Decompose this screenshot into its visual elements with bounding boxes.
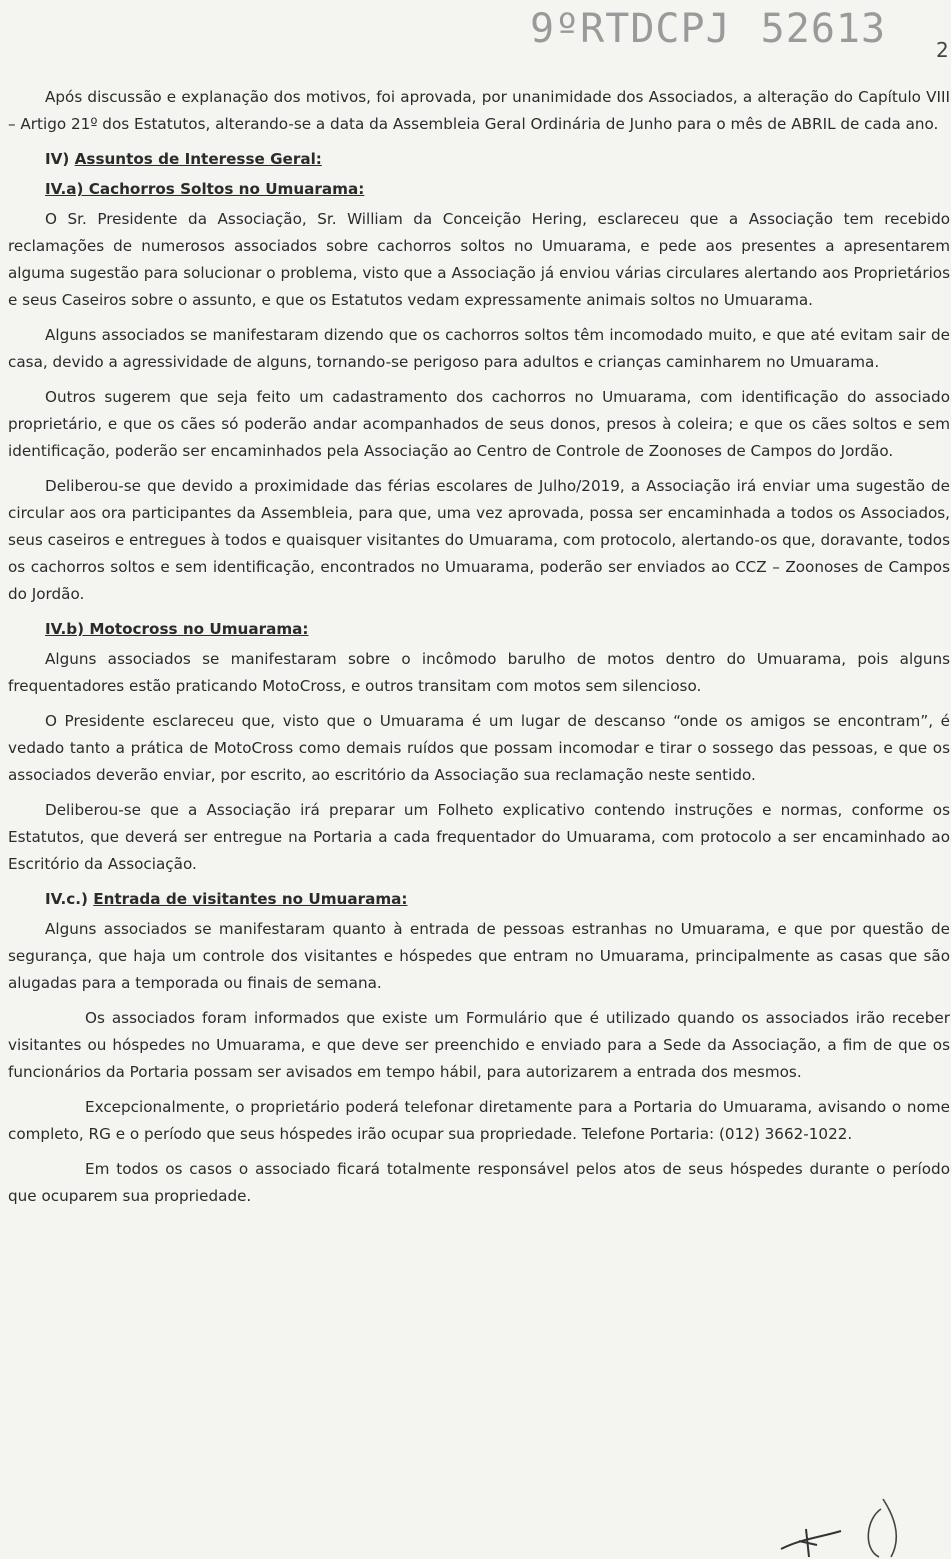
section-number-ivc: IV.c.) (45, 890, 88, 908)
section-heading-iv (45, 146, 950, 172)
section-title-ivc: Entrada de visitantes no Umuarama: (93, 890, 408, 908)
paragraph-responsibility: Em todos os casos o associado ficará totalmente responsável pelos atos de seus hóspedes durante o período que ocuparem sua propriedade. (8, 1160, 950, 1205)
paragraph-deliberation-dogs: Deliberou-se que devido a proximidade das férias escolares de Julho/2019, a Associação irá enviar uma sugestão de circular aos ora participantes da Assembleia, para que, uma vez aprovada, possa ser encaminhada a todos os Associados, seus caseiros e entregues à todos e quaisquer visitantes do Umuarama, com protocolo, alertando-os que, doravante, todos os cachorros soltos e sem identificação, encontrados no Umuarama, poderão ser enviados ao CCZ – Zoonoses de Campos do Jordão. (8, 477, 950, 603)
section-heading-ivc (45, 886, 950, 912)
registry-stamp (530, 6, 886, 52)
paragraph-registration: Outros sugerem que seja feito um cadastramento dos cachorros no Umuarama, com identificação do associado proprietário, e que os cães só poderão andar acompanhados de seus donos, presos à coleira; e que os cães soltos e sem identificação, poderão ser encaminhados pela Associação ao Centro de Controle de Zoonoses de Campos do Jordão. (8, 388, 950, 460)
handwritten-signature-icon (771, 1479, 931, 1559)
paragraph-visitor-form: Os associados foram informados que existe um Formulário que é utilizado quando os associados irão receber visitantes ou hóspedes no Umuarama, e que deve ser preenchido e enviado para a Sede da Associação, a fim de que os funcionários da Portaria possam ser avisados em tempo hábil, para autorizarem a entrada dos mesmos. (8, 1009, 950, 1081)
section-number-iv: IV) (45, 150, 70, 168)
paragraph-visitors-security: Alguns associados se manifestaram quanto à entrada de pessoas estranhas no Umuarama, e que por questão de segurança, que haja um controle dos visitantes e hóspedes que entram no Umuarama, principalmente as casas que são alugadas para a temporada ou finais de semana. (8, 920, 950, 992)
section-heading-ivb (45, 616, 950, 642)
section-heading-iva (45, 176, 950, 202)
section-title-ivb: IV.b) Motocross no Umuarama: (45, 620, 309, 638)
paragraph-deliberation-leaflet: Deliberou-se que a Associação irá preparar um Folheto explicativo contendo instruções e normas, conforme os Estatutos, que deverá ser entregue na Portaria a cada frequentador do Umuarama, com protocolo a ser encaminhado ao Escritório da Associação. (8, 801, 950, 873)
paragraph-president-dogs: O Sr. Presidente da Associação, Sr. William da Conceição Hering, esclareceu que a Associação tem recebido reclamações de numerosos associados sobre cachorros soltos no Umuarama, e pede aos presentes a apresentarem alguma sugestão para solucionar o problema, visto que a Associação já enviou várias circulares alertando aos Proprietários e seus Caseiros sobre o assunto, e que os Estatutos vedam expressamente animais soltos no Umuarama. (8, 210, 950, 309)
stamp-registry: 9ºRTDCPJ (530, 6, 731, 52)
document-body (8, 84, 950, 1218)
page-number: 2 (936, 38, 949, 62)
paragraph-approval: Após discussão e explanação dos motivos, foi aprovada, por unanimidade dos Associados, a alteração do Capítulo VIII – Artigo 21º dos Estatutos, alterando-se a data da Assembleia Geral Ordinária de Junho para o mês de ABRIL de cada ano. (8, 88, 950, 133)
section-title-iva: IV.a) Cachorros Soltos no Umuarama: (45, 180, 365, 198)
stamp-number: 52613 (760, 6, 887, 52)
section-title-iv: Assuntos de Interesse Geral: (74, 150, 322, 168)
paragraph-president-motocross: O Presidente esclareceu que, visto que o Umuarama é um lugar de descanso “onde os amigos se encontram”, é vedado tanto a prática de MotoCross como demais ruídos que possam incomodar e tirar o sossego das pessoas, e que os associados deverão enviar, por escrito, ao escritório da Associação sua reclamação neste sentido. (8, 712, 950, 784)
paragraph-motocross-noise: Alguns associados se manifestaram sobre o incômodo barulho de motos dentro do Umuarama, pois alguns frequentadores estão praticando MotoCross, e outros transitam com motos sem silencioso. (8, 650, 950, 695)
paragraph-members-dogs: Alguns associados se manifestaram dizendo que os cachorros soltos têm incomodado muito, e que até evitam sair de casa, devido a agressividade de alguns, tornando-se perigoso para adultos e crianças caminharem no Umuarama. (8, 326, 950, 371)
paragraph-phone-portaria: Excepcionalmente, o proprietário poderá telefonar diretamente para a Portaria do Umuarama, avisando o nome completo, RG e o período que seus hóspedes irão ocupar sua propriedade. Telefone Portaria: (012) 3662-1022. (8, 1098, 950, 1143)
